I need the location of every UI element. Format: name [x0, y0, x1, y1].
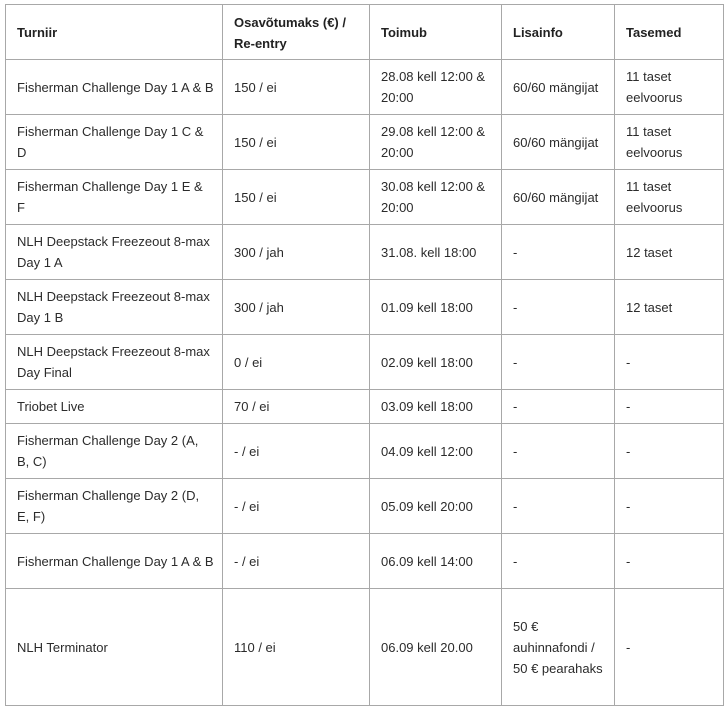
cell-tournament: Fisherman Challenge Day 1 C & D	[6, 115, 223, 170]
header-buyin: Osavõtumaks (€) / Re-entry	[223, 5, 370, 60]
table-row	[6, 335, 724, 390]
cell-tournament: Triobet Live	[6, 390, 223, 424]
cell-info: -	[502, 479, 615, 534]
cell-info: 50 € auhinnafondi / 50 € pearahaks	[502, 589, 615, 706]
cell-tournament: NLH Deepstack Freezeout 8-max Day 1 A	[6, 225, 223, 280]
header-tournament: Turniir	[6, 5, 223, 60]
table-row	[6, 170, 724, 225]
cell-buyin: 0 / ei	[223, 335, 370, 390]
cell-info: -	[502, 335, 615, 390]
cell-levels: -	[615, 390, 724, 424]
cell-schedule: 04.09 kell 12:00	[370, 424, 502, 479]
cell-info: -	[502, 424, 615, 479]
cell-schedule: 06.09 kell 20.00	[370, 589, 502, 706]
header-info: Lisainfo	[502, 5, 615, 60]
cell-tournament: NLH Terminator	[6, 589, 223, 706]
cell-info: 60/60 mängijat	[502, 170, 615, 225]
cell-buyin: - / ei	[223, 534, 370, 589]
cell-buyin: 110 / ei	[223, 589, 370, 706]
table-row	[6, 534, 724, 589]
cell-buyin: 150 / ei	[223, 115, 370, 170]
table-row	[6, 479, 724, 534]
cell-info: -	[502, 225, 615, 280]
cell-schedule: 02.09 kell 18:00	[370, 335, 502, 390]
cell-info: -	[502, 534, 615, 589]
cell-buyin: 70 / ei	[223, 390, 370, 424]
cell-tournament: Fisherman Challenge Day 2 (D, E, F)	[6, 479, 223, 534]
cell-levels: -	[615, 479, 724, 534]
cell-levels: -	[615, 534, 724, 589]
table-row	[6, 60, 724, 115]
header-schedule: Toimub	[370, 5, 502, 60]
cell-levels: -	[615, 335, 724, 390]
cell-buyin: 300 / jah	[223, 225, 370, 280]
cell-schedule: 06.09 kell 14:00	[370, 534, 502, 589]
header-levels: Tasemed	[615, 5, 724, 60]
cell-levels: -	[615, 589, 724, 706]
table-row	[6, 589, 724, 706]
cell-schedule: 31.08. kell 18:00	[370, 225, 502, 280]
cell-schedule: 28.08 kell 12:00 & 20:00	[370, 60, 502, 115]
cell-levels: 11 taset eelvoorus	[615, 115, 724, 170]
table-row	[6, 424, 724, 479]
cell-info: 60/60 mängijat	[502, 115, 615, 170]
cell-tournament: Fisherman Challenge Day 1 A & B	[6, 534, 223, 589]
cell-levels: 12 taset	[615, 225, 724, 280]
cell-schedule: 01.09 kell 18:00	[370, 280, 502, 335]
cell-buyin: 300 / jah	[223, 280, 370, 335]
cell-buyin: 150 / ei	[223, 60, 370, 115]
cell-info: -	[502, 280, 615, 335]
table-row	[6, 115, 724, 170]
table-row	[6, 225, 724, 280]
cell-schedule: 29.08 kell 12:00 & 20:00	[370, 115, 502, 170]
table-row	[6, 390, 724, 424]
cell-tournament: Fisherman Challenge Day 1 E & F	[6, 170, 223, 225]
cell-levels: 11 taset eelvoorus	[615, 170, 724, 225]
cell-schedule: 30.08 kell 12:00 & 20:00	[370, 170, 502, 225]
cell-info: -	[502, 390, 615, 424]
cell-tournament: Fisherman Challenge Day 2 (A, B, C)	[6, 424, 223, 479]
cell-buyin: - / ei	[223, 424, 370, 479]
cell-tournament: Fisherman Challenge Day 1 A & B	[6, 60, 223, 115]
cell-tournament: NLH Deepstack Freezeout 8-max Day Final	[6, 335, 223, 390]
cell-levels: 12 taset	[615, 280, 724, 335]
cell-schedule: 03.09 kell 18:00	[370, 390, 502, 424]
table-header-row	[6, 5, 724, 60]
cell-levels: 11 taset eelvoorus	[615, 60, 724, 115]
table-row	[6, 280, 724, 335]
cell-buyin: - / ei	[223, 479, 370, 534]
cell-schedule: 05.09 kell 20:00	[370, 479, 502, 534]
tournament-table	[5, 4, 724, 706]
cell-buyin: 150 / ei	[223, 170, 370, 225]
cell-levels: -	[615, 424, 724, 479]
cell-info: 60/60 mängijat	[502, 60, 615, 115]
cell-tournament: NLH Deepstack Freezeout 8-max Day 1 B	[6, 280, 223, 335]
